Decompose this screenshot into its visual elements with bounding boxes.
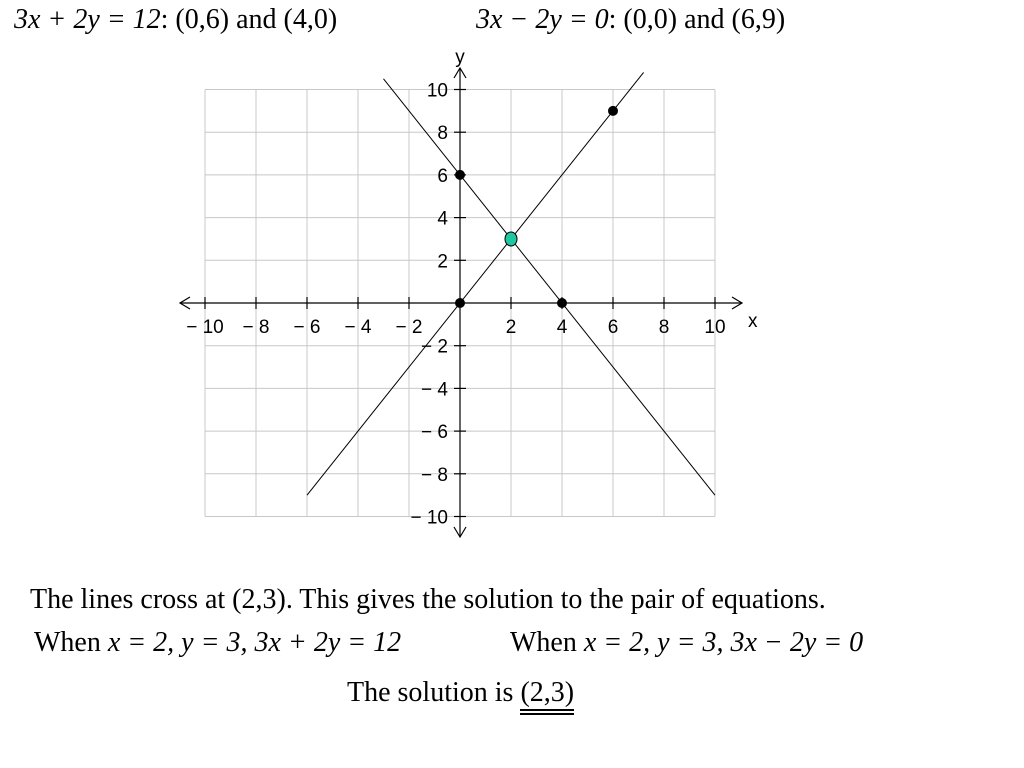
solution-statement: [347, 677, 574, 709]
x-tick-label: 8: [658, 317, 670, 338]
check-equation-1: [34, 627, 401, 659]
solution-value: (2,3): [520, 677, 575, 708]
check-1-math: x = 2, y = 3, 3x + 2y = 12: [107, 627, 402, 658]
y-tick-label: 2: [437, 251, 448, 273]
equation-1-points: : (0,6) and (4,0): [160, 4, 338, 35]
y-tick-label: 10: [426, 80, 448, 102]
series-line-2: [307, 72, 644, 495]
x-tick-label: 2: [505, 317, 517, 338]
equation-2: 3x − 2y = 0: [476, 4, 609, 35]
check-1-prefix: When: [34, 627, 108, 658]
x-tick-label: − 8: [242, 317, 270, 338]
plotted-point: [608, 106, 618, 116]
plotted-point: [557, 298, 567, 308]
intersection-point: [505, 232, 517, 246]
y-tick-label: − 2: [421, 336, 448, 358]
plotted-point: [455, 298, 465, 308]
y-axis-label: y: [455, 47, 465, 68]
x-tick-label: − 2: [395, 317, 423, 338]
crossing-statement: The lines cross at (2,3). This gives the solution to the pair of equations.: [30, 584, 826, 615]
y-tick-label: 6: [437, 165, 448, 187]
y-tick-label: − 4: [421, 379, 448, 401]
x-tick-label: 6: [607, 317, 619, 338]
y-tick-label: − 10: [410, 507, 448, 529]
y-tick-label: 8: [437, 123, 448, 145]
check-2-math: x = 2, y = 3, 3x − 2y = 0: [583, 627, 864, 658]
x-axis-label: x: [748, 311, 758, 332]
check-equation-2: [510, 627, 863, 659]
x-tick-label: − 10: [186, 317, 224, 338]
x-tick-label: − 6: [293, 317, 321, 338]
equation-1: 3x + 2y = 12: [14, 4, 161, 35]
x-tick-label: 10: [704, 317, 726, 338]
plotted-point: [455, 170, 465, 180]
check-2-prefix: When: [510, 627, 584, 658]
y-tick-label: − 8: [421, 464, 448, 486]
solution-prefix: The solution is: [347, 677, 521, 708]
y-tick-label: − 6: [421, 422, 448, 444]
x-tick-label: − 4: [344, 317, 372, 338]
x-tick-label: 4: [556, 317, 568, 338]
y-tick-label: 4: [437, 208, 448, 230]
equation-2-points: : (0,0) and (6,9): [608, 4, 786, 35]
